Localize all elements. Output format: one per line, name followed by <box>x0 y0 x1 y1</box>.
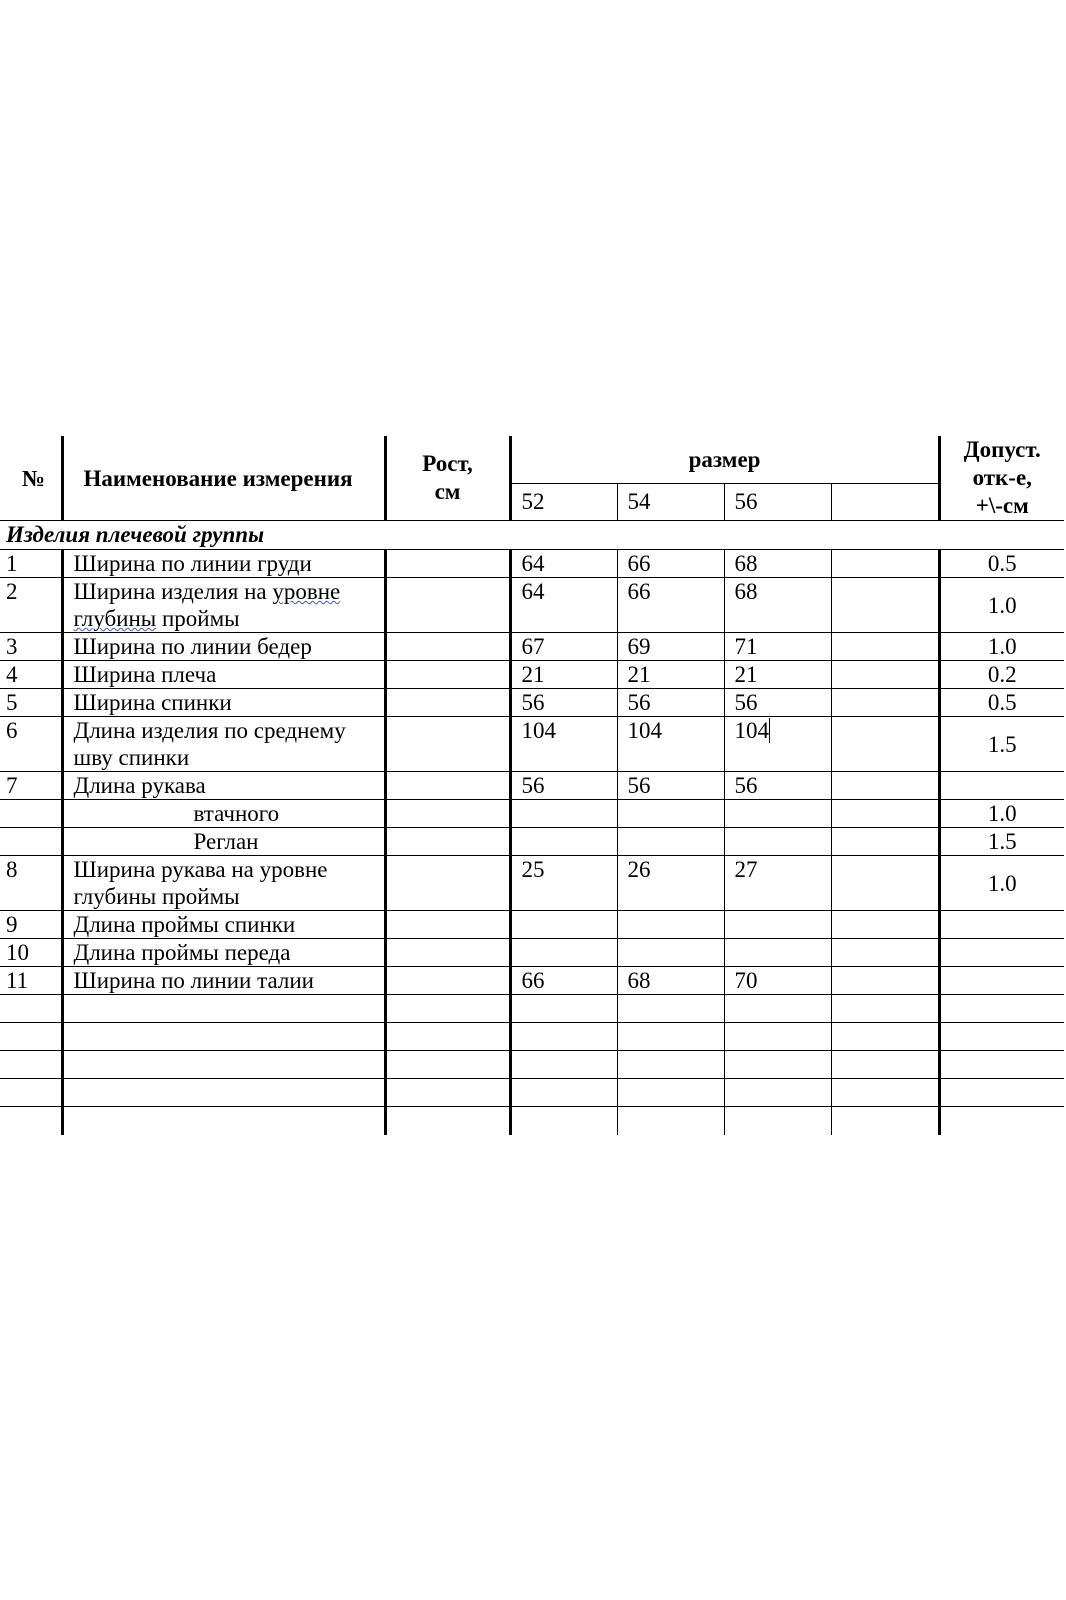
header-growth <box>385 436 510 521</box>
row-value: 21 <box>617 661 724 689</box>
row-name: Ширина по линии бедер <box>62 633 385 661</box>
row-value-empty <box>831 828 939 856</box>
row-num: 7 <box>0 772 62 800</box>
table-row <box>0 661 1064 689</box>
row-name-part: Ширина изделия на <box>73 579 273 604</box>
empty-cell <box>510 1107 617 1135</box>
empty-cell <box>617 1107 724 1135</box>
row-value-empty <box>831 911 939 939</box>
table-row <box>0 856 1064 911</box>
table-row <box>0 633 1064 661</box>
row-value-empty <box>831 550 939 578</box>
row-name: Длина проймы спинки <box>62 911 385 939</box>
empty-row <box>0 1079 1064 1107</box>
row-num: 3 <box>0 633 62 661</box>
header-tolerance-line1: Допуст. <box>963 437 1041 462</box>
table-row <box>0 967 1064 995</box>
row-name-part: проймы <box>156 606 240 631</box>
row-growth <box>385 578 510 633</box>
row-name: Длина проймы переда <box>62 939 385 967</box>
row-num: 2 <box>0 578 62 633</box>
empty-cell <box>385 1079 510 1107</box>
table-row <box>0 550 1064 578</box>
row-tolerance: 1.0 <box>939 800 1064 828</box>
empty-cell <box>0 995 62 1023</box>
row-tolerance <box>939 772 1064 800</box>
row-value <box>617 939 724 967</box>
row-value: 66 <box>617 578 724 633</box>
row-tolerance: 1.0 <box>939 633 1064 661</box>
empty-cell <box>831 1051 939 1079</box>
row-name: Реглан <box>62 828 385 856</box>
empty-cell <box>62 1051 385 1079</box>
row-value: 21 <box>510 661 617 689</box>
empty-cell <box>724 1023 831 1051</box>
row-value <box>510 911 617 939</box>
row-value: 68 <box>724 550 831 578</box>
row-name <box>62 856 385 911</box>
empty-cell <box>0 1079 62 1107</box>
row-name <box>62 578 385 633</box>
row-growth <box>385 661 510 689</box>
empty-cell <box>939 1023 1064 1051</box>
row-value <box>617 800 724 828</box>
empty-cell <box>617 1023 724 1051</box>
header-tolerance-line2: отк-е, <box>972 465 1032 490</box>
table-row <box>0 911 1064 939</box>
row-value-empty <box>831 800 939 828</box>
row-value: 56 <box>617 772 724 800</box>
row-name: втачного <box>62 800 385 828</box>
row-name: Ширина спинки <box>62 689 385 717</box>
header-num: № <box>21 465 45 491</box>
size-cell: 54 <box>617 483 724 520</box>
row-value: 25 <box>510 856 617 911</box>
row-num: 11 <box>0 967 62 995</box>
row-name: Длина рукава <box>62 772 385 800</box>
row-value <box>510 939 617 967</box>
row-tolerance: 1.0 <box>939 856 1064 911</box>
row-name-line: глубины проймы <box>73 884 240 909</box>
empty-row <box>0 995 1064 1023</box>
row-tolerance <box>939 967 1064 995</box>
empty-cell <box>62 1079 385 1107</box>
row-value-empty <box>831 717 939 772</box>
empty-cell <box>939 1051 1064 1079</box>
empty-cell <box>385 995 510 1023</box>
row-num: 4 <box>0 661 62 689</box>
row-name: Ширина плеча <box>62 661 385 689</box>
row-tolerance <box>939 939 1064 967</box>
section-title: Изделия плечевой группы <box>0 521 1064 550</box>
row-value-empty <box>831 772 939 800</box>
row-value: 66 <box>510 967 617 995</box>
header-size: размер <box>510 436 939 483</box>
row-value: 56 <box>617 689 724 717</box>
empty-cell <box>939 995 1064 1023</box>
empty-cell <box>510 1023 617 1051</box>
row-value: 21 <box>724 661 831 689</box>
row-tolerance <box>939 911 1064 939</box>
row-name-part-underlined: глубины <box>73 606 157 631</box>
empty-cell <box>939 1079 1064 1107</box>
row-growth <box>385 828 510 856</box>
empty-cell <box>385 1023 510 1051</box>
row-value <box>724 828 831 856</box>
section-row <box>0 521 1064 550</box>
empty-cell <box>385 1107 510 1135</box>
row-growth <box>385 939 510 967</box>
row-name <box>62 717 385 772</box>
row-num: 5 <box>0 689 62 717</box>
empty-cell <box>724 1079 831 1107</box>
empty-cell <box>62 1023 385 1051</box>
empty-cell <box>724 1107 831 1135</box>
row-value: 56 <box>510 689 617 717</box>
row-num: 9 <box>0 911 62 939</box>
row-value: 104 <box>510 717 617 772</box>
empty-cell <box>831 995 939 1023</box>
row-value: 104 <box>617 717 724 772</box>
row-growth <box>385 967 510 995</box>
empty-cell <box>0 1107 62 1135</box>
row-num: 1 <box>0 550 62 578</box>
empty-cell <box>385 1051 510 1079</box>
row-value-empty <box>831 689 939 717</box>
row-value-empty <box>831 633 939 661</box>
size-cell: 52 <box>510 483 617 520</box>
empty-cell <box>831 1023 939 1051</box>
row-value: 69 <box>617 633 724 661</box>
row-num <box>0 800 62 828</box>
row-value <box>617 911 724 939</box>
empty-row <box>0 1107 1064 1135</box>
row-tolerance: 1.0 <box>939 578 1064 633</box>
row-name-line: Длина изделия по среднему <box>73 718 346 743</box>
empty-cell <box>617 995 724 1023</box>
row-num: 10 <box>0 939 62 967</box>
row-value <box>724 939 831 967</box>
empty-cell <box>939 1107 1064 1135</box>
row-growth <box>385 800 510 828</box>
empty-cell <box>724 995 831 1023</box>
empty-cell <box>831 1079 939 1107</box>
row-growth <box>385 633 510 661</box>
row-value-empty <box>831 856 939 911</box>
empty-row <box>0 1023 1064 1051</box>
row-value-empty <box>831 939 939 967</box>
row-value: 67 <box>510 633 617 661</box>
row-num: 8 <box>0 856 62 911</box>
row-tolerance: 0.2 <box>939 661 1064 689</box>
row-num <box>0 828 62 856</box>
row-value <box>724 800 831 828</box>
empty-row <box>0 1051 1064 1079</box>
row-growth <box>385 856 510 911</box>
row-growth <box>385 689 510 717</box>
empty-cell <box>510 1051 617 1079</box>
table-row <box>0 828 1064 856</box>
header-tolerance-line3: +\-см <box>975 493 1029 518</box>
row-value: 68 <box>617 967 724 995</box>
row-value: 66 <box>617 550 724 578</box>
row-value: 70 <box>724 967 831 995</box>
row-name: Ширина по линии талии <box>62 967 385 995</box>
row-value-text: 104 <box>734 718 769 743</box>
row-growth <box>385 550 510 578</box>
row-growth <box>385 772 510 800</box>
size-cell: 56 <box>724 483 831 520</box>
header-growth-line1: Рост, <box>422 451 473 476</box>
table-row <box>0 578 1064 633</box>
row-tolerance: 0.5 <box>939 689 1064 717</box>
row-value: 27 <box>724 856 831 911</box>
table-row <box>0 772 1064 800</box>
row-value <box>617 828 724 856</box>
row-growth <box>385 911 510 939</box>
row-value: 26 <box>617 856 724 911</box>
empty-cell <box>62 995 385 1023</box>
row-num: 6 <box>0 717 62 772</box>
row-name: Ширина по линии груди <box>62 550 385 578</box>
row-value-empty <box>831 661 939 689</box>
row-value: 56 <box>724 772 831 800</box>
row-tolerance: 0.5 <box>939 550 1064 578</box>
measurement-table <box>0 436 1064 1135</box>
row-value-empty <box>831 578 939 633</box>
header-growth-line2: см <box>434 479 461 504</box>
header-row <box>0 436 1064 483</box>
row-value <box>510 800 617 828</box>
row-name-line: Ширина рукава на уровне <box>73 857 328 882</box>
row-value <box>510 828 617 856</box>
row-name-line: шву спинки <box>73 745 190 770</box>
header-name: Наименование измерения <box>62 436 385 521</box>
table-row <box>0 939 1064 967</box>
empty-cell <box>510 995 617 1023</box>
row-value: 64 <box>510 550 617 578</box>
size-cell <box>831 483 939 520</box>
empty-cell <box>510 1079 617 1107</box>
row-value <box>724 911 831 939</box>
row-tolerance: 1.5 <box>939 717 1064 772</box>
row-value: 71 <box>724 633 831 661</box>
empty-cell <box>0 1023 62 1051</box>
table-row <box>0 717 1064 772</box>
row-value <box>724 717 831 772</box>
table-row <box>0 800 1064 828</box>
row-name-part-underlined: уровне <box>272 579 341 604</box>
row-value-empty <box>831 967 939 995</box>
empty-cell <box>617 1079 724 1107</box>
empty-cell <box>0 1051 62 1079</box>
row-growth <box>385 717 510 772</box>
header-tolerance <box>939 436 1064 521</box>
row-value: 64 <box>510 578 617 633</box>
table-row <box>0 689 1064 717</box>
empty-cell <box>617 1051 724 1079</box>
row-value: 56 <box>510 772 617 800</box>
empty-cell <box>62 1107 385 1135</box>
row-value: 56 <box>724 689 831 717</box>
empty-cell <box>831 1107 939 1135</box>
empty-cell <box>724 1051 831 1079</box>
row-value: 68 <box>724 578 831 633</box>
row-tolerance: 1.5 <box>939 828 1064 856</box>
